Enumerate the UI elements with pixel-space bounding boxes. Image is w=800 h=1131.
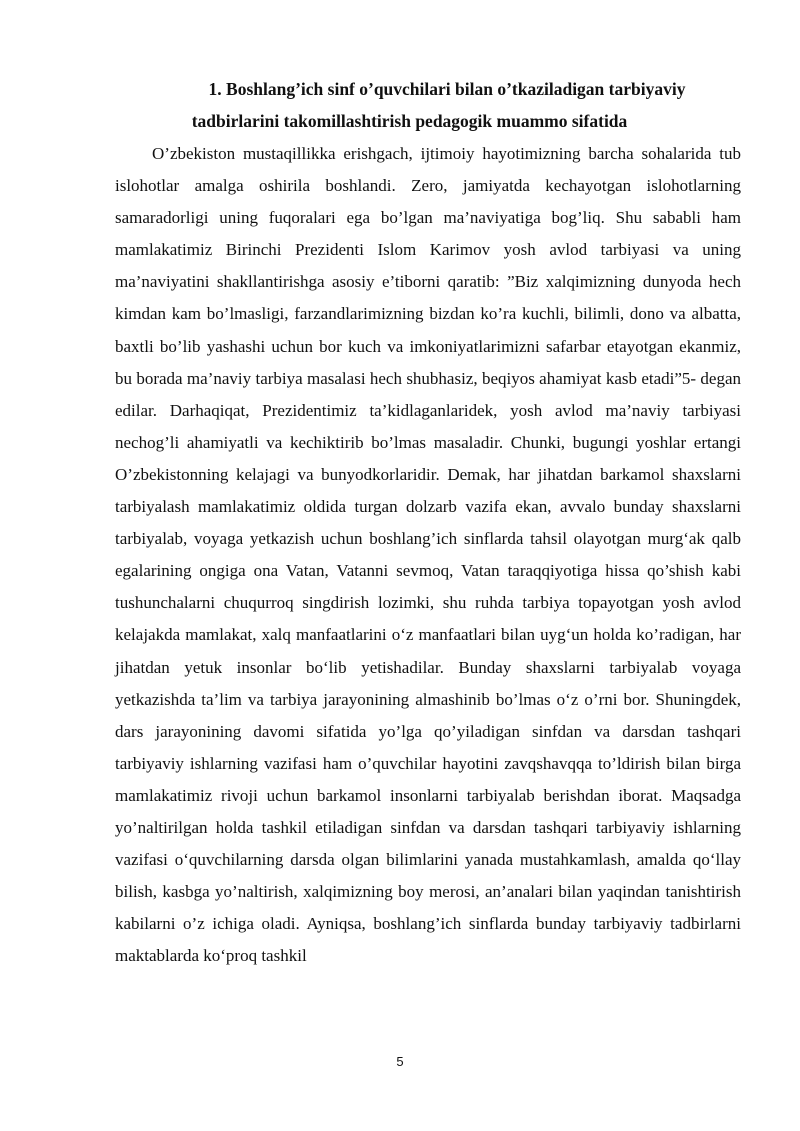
page-number: 5 bbox=[396, 1054, 404, 1069]
body-paragraph: O’zbekiston mustaqillikka erishgach, ijtimoiy hayotimizning barcha sohalarida tub islohotlar amalga oshirila boshlandi. Zero, jamiyatda kechayotgan islohotlarning samaradorligi uning fuqoralari ega bo’lgan ma’naviyatiga bog’liq. Shu sababli ham mamlakatimiz Birinchi Prezidenti Islom Karimov yosh avlod tarbiyasi va uning ma’naviyatini shakllantirishga asosiy e’tiborni qaratib: ”Biz xalqimizning dunyoda hech kimdan kam bo’lmasligi, farzandlarimizning bizdan ko’ra kuchli, bilimli, dono va albatta, baxtli bo’lib yashashi uchun bor kuch va imkoniyatlarimizni safarbar etayotgan ekanmiz, bu borada ma’naviy tarbiya masalasi hech shubhasiz, beqiyos ahamiyat kasb etadi”5- degan edilar. Darhaqiqat, Prezidentimiz ta’kidlaganlaridek, yosh avlod ma’naviy tarbiyasi nechog’li ahamiyatli va kechiktirib bo’lmas masaladir. Chunki, bugungi yoshlar ertangi O’zbekistonning kelajagi va bunyodkorlaridir. Demak, har jihatdan barkamol shaxslarni tarbiyalash mamlakatimiz oldida turgan dolzarb vazifa ekan, avvalo bunday shaxslarni tarbiyalab, voyaga yetkazish uchun boshlang’ich sinflarda tahsil olayotgan murg‘ak qalb egalarining ongiga ona Vatan, Vatanni sevmoq, Vatan taraqqiyotiga hissa qo’shish kabi tushunchalarni chuqurroq singdirish lozimki, shu ruhda tarbiya topayotgan yosh avlod kelajakda mamlakat, xalq manfaatlarini o‘z manfaatlari bilan uyg‘un holda ko’radigan, har jihatdan yetuk insonlar bo‘lib yetishadilar. Bunday shaxslarni tarbiyalab voyaga yetkazishda ta’lim va tarbiya jarayonining almashinib bo’lmas o‘z o’rni bor. Shuningdek, dars jarayonining davomi sifatida yo’lga qo’yiladigan sinfdan va darsdan tashqari tarbiyaviy ishlarning vazifasi ham o’quvchilar hayotini zavqshavqqa to’ldirish bilan birga mamlakatimiz rivoji uchun barkamol insonlarni tarbiyalab berishdan iborat. Maqsadga yo’naltirilgan holda tashkil etiladigan sinfdan va darsdan tashqari tarbiyaviy ishlarning vazifasi o‘quvchilarning darsda olgan bilimlarini yanada mustahkamlash, amalda qo‘llay bilish, kasbga yo’naltirish, xalqimizning boy merosi, an’analari bilan yaqindan tanishtirish kabilarni o’z ichiga oladi. Ayniqsa, boshlang’ich sinflarda bunday tarbiyaviy tadbirlarni maktablarda ko‘proq tashkil bbox=[115, 144, 741, 966]
section-title-line-2: tadbirlarini takomillashtirish pedagogik muammo sifatida bbox=[191, 111, 628, 131]
section-title-line-1: 1. Boshlang’ich sinf o’quvchilari bilan o’tkaziladigan tarbiyaviy bbox=[208, 79, 686, 99]
section-title bbox=[0, 73, 800, 137]
